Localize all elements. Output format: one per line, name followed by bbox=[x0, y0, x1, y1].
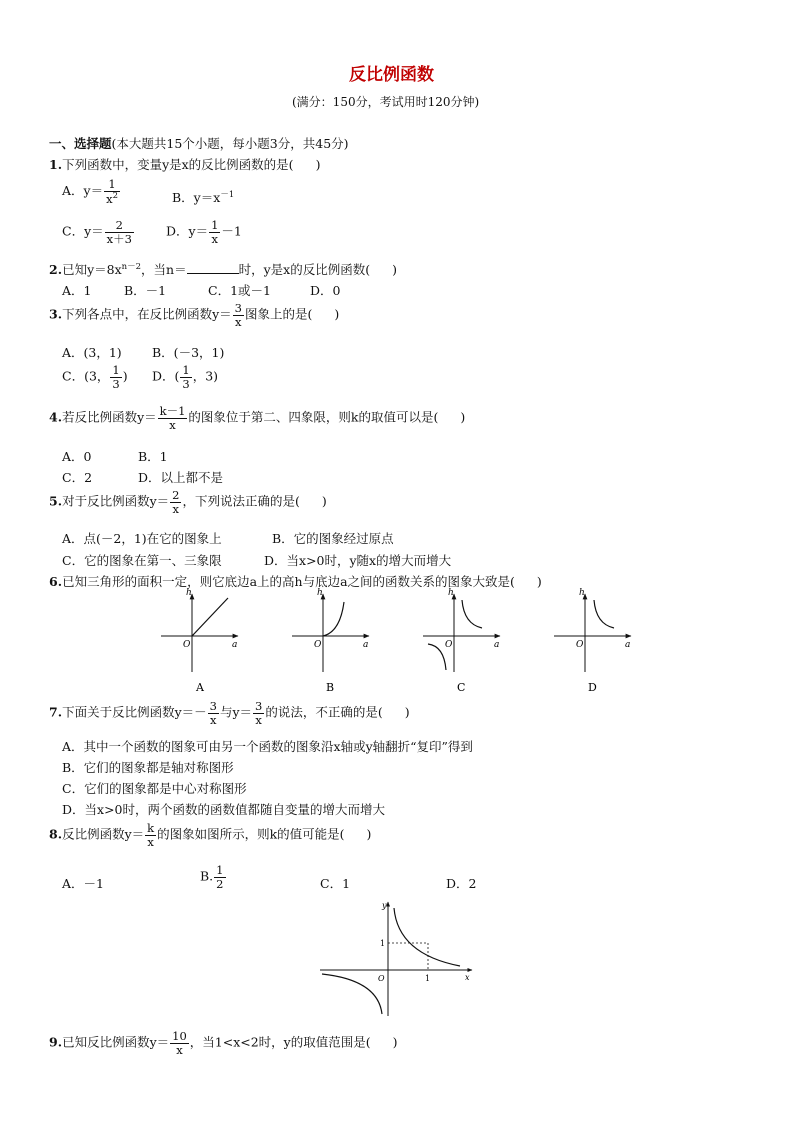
q3-option-d[interactable]: D．( $\frac{1}{3}$ ，3) bbox=[152, 363, 219, 391]
q7-option-a[interactable]: A．其中一个函数的图象可由另一个函数的图象沿x轴或y轴翻折“复印”得到 bbox=[62, 739, 473, 754]
graph-label-a: A bbox=[196, 681, 204, 694]
q4-option-a[interactable]: A．0 bbox=[62, 449, 92, 464]
svg-text:h: h bbox=[579, 588, 585, 598]
q1-option-a[interactable]: A．y＝ $\frac{1}{x^2}$ bbox=[62, 177, 119, 206]
q4-option-b[interactable]: B．1 bbox=[138, 449, 168, 464]
question-4: 4.若反比例函数y＝ $\frac{k-1}{x}$ 的图象位于第二、四象限，则k的取值可以是( ) bbox=[49, 404, 466, 432]
q2-option-a[interactable]: A．1 bbox=[62, 283, 92, 298]
q5-option-b[interactable]: B．它的图象经过原点 bbox=[272, 531, 394, 546]
q6-graphs bbox=[0, 580, 794, 705]
page-subtitle: (满分：150分，考试用时120分钟) bbox=[292, 95, 480, 109]
graph-a[interactable] bbox=[161, 588, 238, 694]
graph-c[interactable] bbox=[423, 588, 500, 694]
graph-b[interactable] bbox=[292, 588, 369, 694]
answer-blank[interactable] bbox=[187, 263, 239, 274]
q1-option-b[interactable]: B．$y=x^{-1}$ bbox=[172, 190, 235, 206]
q1-option-d[interactable]: D．y＝ $\frac{1}{x}$ －1 bbox=[166, 218, 242, 246]
question-2: 2.已知$y=8x^{n-2}$，当n＝ 时，y是x的反比例函数( ) bbox=[49, 262, 397, 278]
q8-option-c[interactable]: C．1 bbox=[320, 876, 351, 891]
q1-option-c[interactable]: C．y＝ $\frac{2}{x+3}$ bbox=[62, 218, 132, 246]
origin-label: O bbox=[183, 640, 191, 650]
tick-x-1: 1 bbox=[425, 974, 431, 983]
section-heading-label: 一、选择题 bbox=[49, 136, 112, 151]
q5-option-a[interactable]: A．点(－2，1)在它的图象上 bbox=[62, 531, 222, 546]
q3-option-b[interactable]: B．(－3，1) bbox=[152, 345, 225, 360]
section-heading bbox=[49, 134, 349, 152]
graph-label-d: D bbox=[588, 681, 597, 694]
question-1: 1.下列函数中，变量y是x的反比例函数的是( ) bbox=[49, 157, 321, 172]
q8-graph bbox=[310, 896, 480, 1026]
q5-option-d[interactable]: D．当x>0时，y随x的增大而增大 bbox=[264, 553, 452, 568]
graph-d[interactable] bbox=[554, 588, 631, 694]
q4-option-d[interactable]: D．以上都不是 bbox=[138, 470, 224, 485]
question-stem: 下列函数中，变量y是x的反比例函数的是( bbox=[62, 157, 294, 172]
section-heading-note: (本大题共15个小题，每小题3分，共45分) bbox=[111, 136, 349, 151]
q2-option-c[interactable]: C．1或－1 bbox=[208, 283, 271, 298]
axis-h-label: h bbox=[186, 588, 192, 598]
graph-label-b: B bbox=[326, 681, 335, 694]
graph-label-c: C bbox=[457, 681, 466, 694]
question-6: 6.已知三角形的面积一定，则它底边a上的高h与底边a之间的函数关系的图象大致是( ) bbox=[49, 574, 542, 589]
q8-option-b[interactable]: B. $\frac{1}{2}$ bbox=[200, 863, 224, 891]
axis-a-label: a bbox=[232, 640, 238, 650]
svg-text:a: a bbox=[494, 640, 500, 650]
q5-option-c[interactable]: C．它的图象在第一、三象限 bbox=[62, 553, 222, 568]
q8-option-d[interactable]: D．2 bbox=[446, 876, 477, 891]
question-9: 9.已知反比例函数y＝ $\frac{10}{x}$ ，当1<x<2时，y的取值范围是( ) bbox=[49, 1029, 398, 1057]
tick-y-1: 1 bbox=[380, 939, 386, 948]
q3-option-a[interactable]: A．(3，1) bbox=[62, 345, 122, 360]
q7-option-b[interactable]: B．它们的图象都是轴对称图形 bbox=[62, 760, 234, 775]
question-number: 1. bbox=[49, 157, 63, 172]
svg-text:O: O bbox=[445, 640, 453, 650]
q7-option-d[interactable]: D．当x>0时，两个函数的函数值都随自变量的增大而增大 bbox=[62, 802, 385, 817]
svg-text:O: O bbox=[314, 640, 322, 650]
q4-option-c[interactable]: C．2 bbox=[62, 470, 93, 485]
q7-option-c[interactable]: C．它们的图象都是中心对称图形 bbox=[62, 781, 247, 796]
svg-text:a: a bbox=[363, 640, 369, 650]
svg-text:h: h bbox=[317, 588, 323, 598]
q2-option-d[interactable]: D．0 bbox=[310, 283, 341, 298]
q8-option-a[interactable]: A．－1 bbox=[62, 876, 104, 891]
page-title: 反比例函数 bbox=[349, 65, 434, 85]
origin-label: O bbox=[378, 974, 385, 983]
question-3: 3.下列各点中，在反比例函数y＝ $\frac{3}{x}$ 图象上的是( ) bbox=[49, 301, 340, 329]
svg-text:O: O bbox=[576, 640, 584, 650]
q2-option-b[interactable]: B．－1 bbox=[124, 283, 167, 298]
question-5: 5.对于反比例函数y＝ $\frac{2}{x}$ ，下列说法正确的是( ) bbox=[49, 488, 327, 516]
question-7: 7.下面关于反比例函数y＝－ $\frac{3}{x}$ 与y＝ $\frac{3}{x}$ 的说法，不正确的是( ) bbox=[49, 699, 410, 727]
question-8: 8.反比例函数y＝ $\frac{k}{x}$ 的图象如图所示，则k的值可能是( ) bbox=[49, 821, 372, 849]
axis-y-label: y bbox=[382, 901, 387, 910]
q3-option-c[interactable]: C．(3， $\frac{1}{3}$ ) bbox=[62, 363, 128, 391]
svg-text:a: a bbox=[625, 640, 631, 650]
axis-x-label: x bbox=[465, 973, 470, 982]
svg-text:h: h bbox=[448, 588, 454, 598]
